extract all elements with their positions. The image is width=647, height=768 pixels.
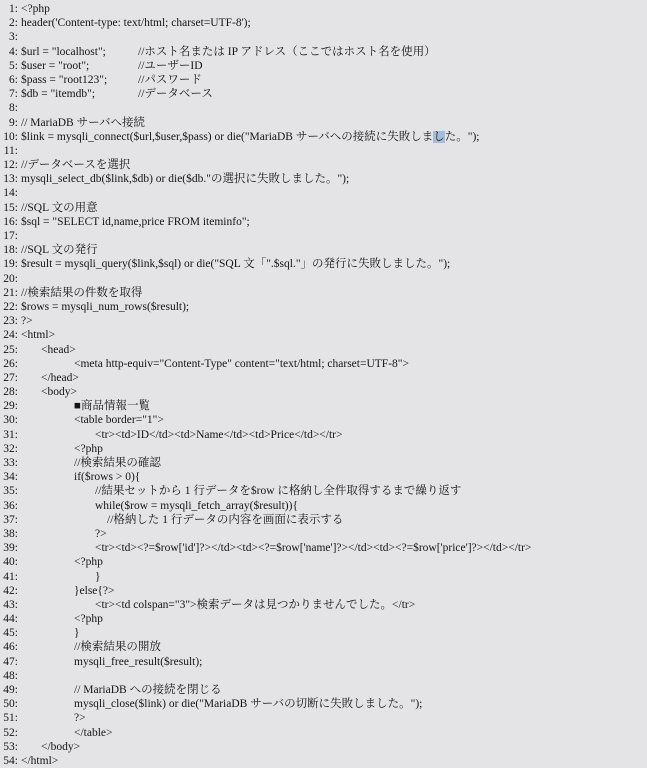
code-line bbox=[2, 640, 647, 654]
code-line bbox=[2, 669, 647, 683]
code-text bbox=[21, 216, 250, 228]
code-line bbox=[2, 257, 647, 271]
code-text bbox=[21, 485, 461, 497]
line-number: 54: bbox=[3, 754, 18, 767]
code-text bbox=[21, 258, 450, 270]
line-number: 7: bbox=[9, 88, 18, 101]
line-number: 17: bbox=[3, 230, 18, 242]
code-segment: <?php bbox=[74, 442, 103, 455]
line-number: 14: bbox=[3, 187, 18, 200]
line-number: 38: bbox=[3, 527, 18, 540]
code-line bbox=[2, 229, 647, 243]
code-text bbox=[21, 443, 103, 455]
code-segment: ?> bbox=[95, 527, 107, 540]
code-line bbox=[2, 555, 647, 569]
code-line bbox=[2, 186, 647, 200]
line-number: 49: bbox=[3, 684, 18, 696]
line-number: 52: bbox=[3, 726, 18, 739]
code-text bbox=[21, 429, 343, 441]
line-number: 37: bbox=[3, 513, 18, 526]
code-segment: <html> bbox=[21, 329, 56, 342]
code-segment: //結果セットから 1 行データを$row に格納し全件取得するまで繰り返す bbox=[95, 485, 462, 498]
line-number: 48: bbox=[3, 669, 18, 682]
code-text bbox=[21, 315, 33, 327]
selection-highlight: し bbox=[433, 130, 445, 143]
code-segment: </table> bbox=[74, 726, 113, 739]
code-segment: $pass = "root123"; bbox=[21, 73, 108, 86]
code-text bbox=[21, 173, 349, 185]
code-line bbox=[2, 740, 647, 754]
line-number: 26: bbox=[3, 357, 18, 370]
code-line bbox=[2, 470, 647, 484]
code-text bbox=[21, 656, 202, 668]
line-number: 35: bbox=[3, 485, 18, 498]
code-line bbox=[2, 612, 647, 626]
line-number: 6: bbox=[9, 73, 18, 86]
line-number: 23: bbox=[3, 315, 18, 328]
code-line bbox=[2, 541, 647, 555]
line-number: 15: bbox=[3, 201, 18, 214]
code-segment: ?> bbox=[21, 315, 33, 328]
line-number: 8: bbox=[9, 102, 18, 115]
code-text bbox=[21, 386, 77, 398]
code-line bbox=[2, 357, 647, 371]
code-text bbox=[21, 244, 98, 256]
code-text bbox=[21, 131, 480, 143]
code-line bbox=[2, 584, 647, 598]
code-segment: ■商品情報一覧 bbox=[74, 400, 150, 413]
code-segment: </head> bbox=[41, 371, 79, 384]
code-line bbox=[2, 30, 647, 44]
code-line bbox=[2, 300, 647, 314]
code-segment: } bbox=[95, 570, 101, 583]
line-number: 13: bbox=[3, 173, 18, 186]
line-number: 44: bbox=[3, 613, 18, 626]
line-number: 4: bbox=[9, 45, 18, 58]
code-line bbox=[2, 328, 647, 342]
code-text bbox=[21, 585, 115, 597]
code-line bbox=[2, 286, 647, 300]
code-line bbox=[2, 442, 647, 456]
code-segment: mysqli_close($link) or die("MariaDB サーバの切断に失敗しました。"); bbox=[74, 698, 423, 711]
code-text bbox=[21, 641, 161, 653]
line-number: 29: bbox=[3, 400, 18, 413]
line-number: 32: bbox=[3, 442, 18, 455]
code-line bbox=[2, 456, 647, 470]
code-text bbox=[21, 627, 80, 639]
code-segment: <head> bbox=[41, 343, 76, 356]
code-segment: header('Content-type: text/html; charset=UTF-8'); bbox=[21, 17, 251, 30]
line-number: 20: bbox=[3, 272, 18, 285]
line-number: 36: bbox=[3, 499, 18, 512]
code-text bbox=[21, 500, 298, 512]
code-line bbox=[2, 101, 647, 115]
code-segment: $sql = "SELECT id,name,price FROM iteminfo"; bbox=[21, 215, 250, 228]
code-line bbox=[2, 73, 647, 87]
code-line bbox=[2, 399, 647, 413]
code-line bbox=[2, 683, 647, 697]
code-line bbox=[2, 711, 647, 725]
line-number: 2: bbox=[9, 17, 18, 30]
code-segment: </html> bbox=[21, 754, 59, 767]
code-line bbox=[2, 754, 647, 768]
code-line bbox=[2, 314, 647, 328]
code-segment: <?php bbox=[74, 613, 103, 626]
code-line bbox=[2, 570, 647, 584]
code-line bbox=[2, 116, 647, 130]
line-number: 51: bbox=[3, 712, 18, 725]
code-line bbox=[2, 272, 647, 286]
code-text bbox=[21, 88, 213, 101]
code-text bbox=[21, 528, 107, 540]
code-segment: //SQL 文の用意 bbox=[21, 201, 98, 214]
line-number: 42: bbox=[3, 584, 18, 597]
code-segment: $result = mysqli_query($link,$sql) or die("SQL 文「".$sql."」の発行に失敗しました。"); bbox=[21, 258, 451, 271]
code-line bbox=[2, 385, 647, 399]
code-line bbox=[2, 158, 647, 172]
line-number: 19: bbox=[3, 258, 18, 271]
line-number: 9: bbox=[9, 116, 18, 129]
code-line bbox=[2, 499, 647, 513]
line-number: 46: bbox=[3, 641, 18, 654]
code-text bbox=[21, 471, 140, 483]
code-text bbox=[21, 45, 436, 58]
inline-comment: //パスワード bbox=[138, 73, 202, 86]
line-number: 10: bbox=[3, 130, 18, 143]
code-text bbox=[21, 159, 130, 171]
code-line bbox=[2, 655, 647, 669]
code-line bbox=[2, 16, 647, 30]
code-text bbox=[21, 400, 150, 412]
line-number: 18: bbox=[3, 244, 18, 257]
code-line bbox=[2, 428, 647, 442]
code-line bbox=[2, 243, 647, 257]
code-text bbox=[21, 73, 202, 86]
code-segment: while($row = mysqli_fetch_array($result)){ bbox=[95, 499, 298, 512]
code-segment: mysqli_free_result($result); bbox=[74, 655, 203, 668]
code-segment: <?php bbox=[74, 556, 103, 569]
code-text bbox=[21, 727, 113, 739]
code-text bbox=[21, 3, 50, 15]
code-line bbox=[2, 697, 647, 711]
code-segment: //検索結果の件数を取得 bbox=[21, 286, 143, 299]
code-segment: <tr><td>ID</td><td>Name</td><td>Price</td></tr> bbox=[95, 428, 343, 441]
line-number: 1: bbox=[9, 3, 18, 15]
line-number: 47: bbox=[3, 655, 18, 668]
code-segment: mysqli_select_db($link,$db) or die($db."の選択に失敗しました。"); bbox=[21, 173, 350, 186]
code-segment: <?php bbox=[21, 3, 50, 15]
code-segment: if($rows > 0){ bbox=[74, 471, 141, 484]
code-text bbox=[21, 613, 103, 625]
code-segment: ?> bbox=[74, 712, 86, 725]
code-segment: た。"); bbox=[444, 130, 480, 143]
line-number: 31: bbox=[3, 428, 18, 441]
inline-comment: //ホスト名または IP アドレス（ここではホスト名を使用） bbox=[138, 45, 436, 58]
line-number: 11: bbox=[3, 144, 18, 157]
code-line bbox=[2, 343, 647, 357]
line-number: 25: bbox=[3, 343, 18, 356]
code-segment: $rows = mysqli_num_rows($result); bbox=[21, 300, 190, 313]
code-text bbox=[21, 684, 222, 696]
line-number: 53: bbox=[3, 740, 18, 753]
code-text bbox=[21, 542, 531, 554]
line-number: 39: bbox=[3, 542, 18, 555]
code-line bbox=[2, 726, 647, 740]
code-line bbox=[2, 172, 647, 186]
code-segment: //データベースを選択 bbox=[21, 159, 131, 172]
code-segment: //格納した 1 行データの内容を画面に表示する bbox=[107, 513, 344, 526]
code-segment: $db = "itemdb"; bbox=[21, 88, 96, 101]
line-number: 27: bbox=[3, 371, 18, 384]
line-number: 16: bbox=[3, 215, 18, 228]
code-text bbox=[21, 17, 251, 29]
code-segment: <meta http-equiv="Content-Type" content="text/html; charset=UTF-8"> bbox=[74, 357, 409, 370]
code-text bbox=[21, 117, 145, 129]
line-number: 45: bbox=[3, 627, 18, 640]
code-segment: <tr><td colspan="3">検索データは見つかりませんでした。</tr> bbox=[95, 598, 416, 611]
code-line bbox=[2, 87, 647, 101]
code-text bbox=[21, 414, 164, 426]
code-text bbox=[21, 755, 58, 767]
line-number: 43: bbox=[3, 598, 18, 611]
line-number: 41: bbox=[3, 570, 18, 583]
code-text bbox=[21, 599, 415, 611]
code-segment: //SQL 文の発行 bbox=[21, 244, 98, 257]
inline-comment: //データベース bbox=[138, 88, 213, 101]
code-segment: }else{?> bbox=[74, 584, 115, 597]
line-number: 3: bbox=[9, 31, 18, 44]
code-segment: } bbox=[74, 627, 80, 640]
line-number: 12: bbox=[3, 159, 18, 172]
code-line bbox=[2, 59, 647, 73]
code-segment: <table border="1"> bbox=[74, 414, 164, 427]
line-number: 50: bbox=[3, 698, 18, 711]
code-segment: //検索結果の確認 bbox=[74, 457, 161, 469]
code-text bbox=[21, 59, 203, 72]
code-text bbox=[21, 344, 76, 356]
line-number: 22: bbox=[3, 300, 18, 313]
code-text bbox=[21, 457, 161, 469]
code-line bbox=[2, 201, 647, 215]
code-text bbox=[21, 301, 189, 313]
line-number: 24: bbox=[3, 329, 18, 342]
code-text bbox=[21, 712, 86, 724]
code-segment: //検索結果の開放 bbox=[74, 641, 161, 654]
line-number: 30: bbox=[3, 414, 18, 427]
code-segment: $url = "localhost"; bbox=[21, 45, 106, 58]
code-segment: </body> bbox=[41, 740, 81, 753]
code-text bbox=[21, 287, 142, 299]
code-line bbox=[2, 215, 647, 229]
code-text bbox=[21, 571, 101, 583]
code-segment: <tr><td><?=$row['id']?></td><td><?=$row['name']?></td><td><?=$row['price']?></td></tr> bbox=[95, 542, 532, 555]
line-number: 28: bbox=[3, 386, 18, 399]
code-line bbox=[2, 513, 647, 527]
code-segment: // MariaDB サーバへ接続 bbox=[21, 116, 145, 129]
inline-comment: //ユーザーID bbox=[138, 59, 203, 72]
code-line bbox=[2, 144, 647, 158]
code-segment: $user = "root"; bbox=[21, 59, 90, 72]
code-text bbox=[21, 372, 79, 384]
code-line bbox=[2, 484, 647, 498]
code-text bbox=[21, 556, 103, 568]
code-line bbox=[2, 371, 647, 385]
code-segment: <body> bbox=[41, 386, 77, 399]
code-line bbox=[2, 45, 647, 59]
line-number: 34: bbox=[3, 471, 18, 484]
code-line bbox=[2, 598, 647, 612]
code-line bbox=[2, 130, 647, 144]
code-text bbox=[21, 329, 55, 341]
code-text bbox=[21, 698, 422, 710]
line-number: 33: bbox=[3, 457, 18, 469]
code-line bbox=[2, 626, 647, 640]
line-number: 5: bbox=[9, 59, 18, 72]
code-text bbox=[21, 514, 343, 526]
code-segment: // MariaDB への接続を閉じる bbox=[74, 684, 222, 696]
code-text bbox=[21, 202, 98, 214]
code-line bbox=[2, 527, 647, 541]
code-text bbox=[21, 358, 409, 370]
code-segment: $link = mysqli_connect($url,$user,$pass) or die("MariaDB サーバへの接続に失敗しま bbox=[21, 130, 434, 143]
code-text bbox=[21, 741, 80, 753]
code-line bbox=[2, 413, 647, 427]
line-number: 40: bbox=[3, 556, 18, 569]
code-line bbox=[2, 2, 647, 16]
line-number: 21: bbox=[3, 286, 18, 299]
